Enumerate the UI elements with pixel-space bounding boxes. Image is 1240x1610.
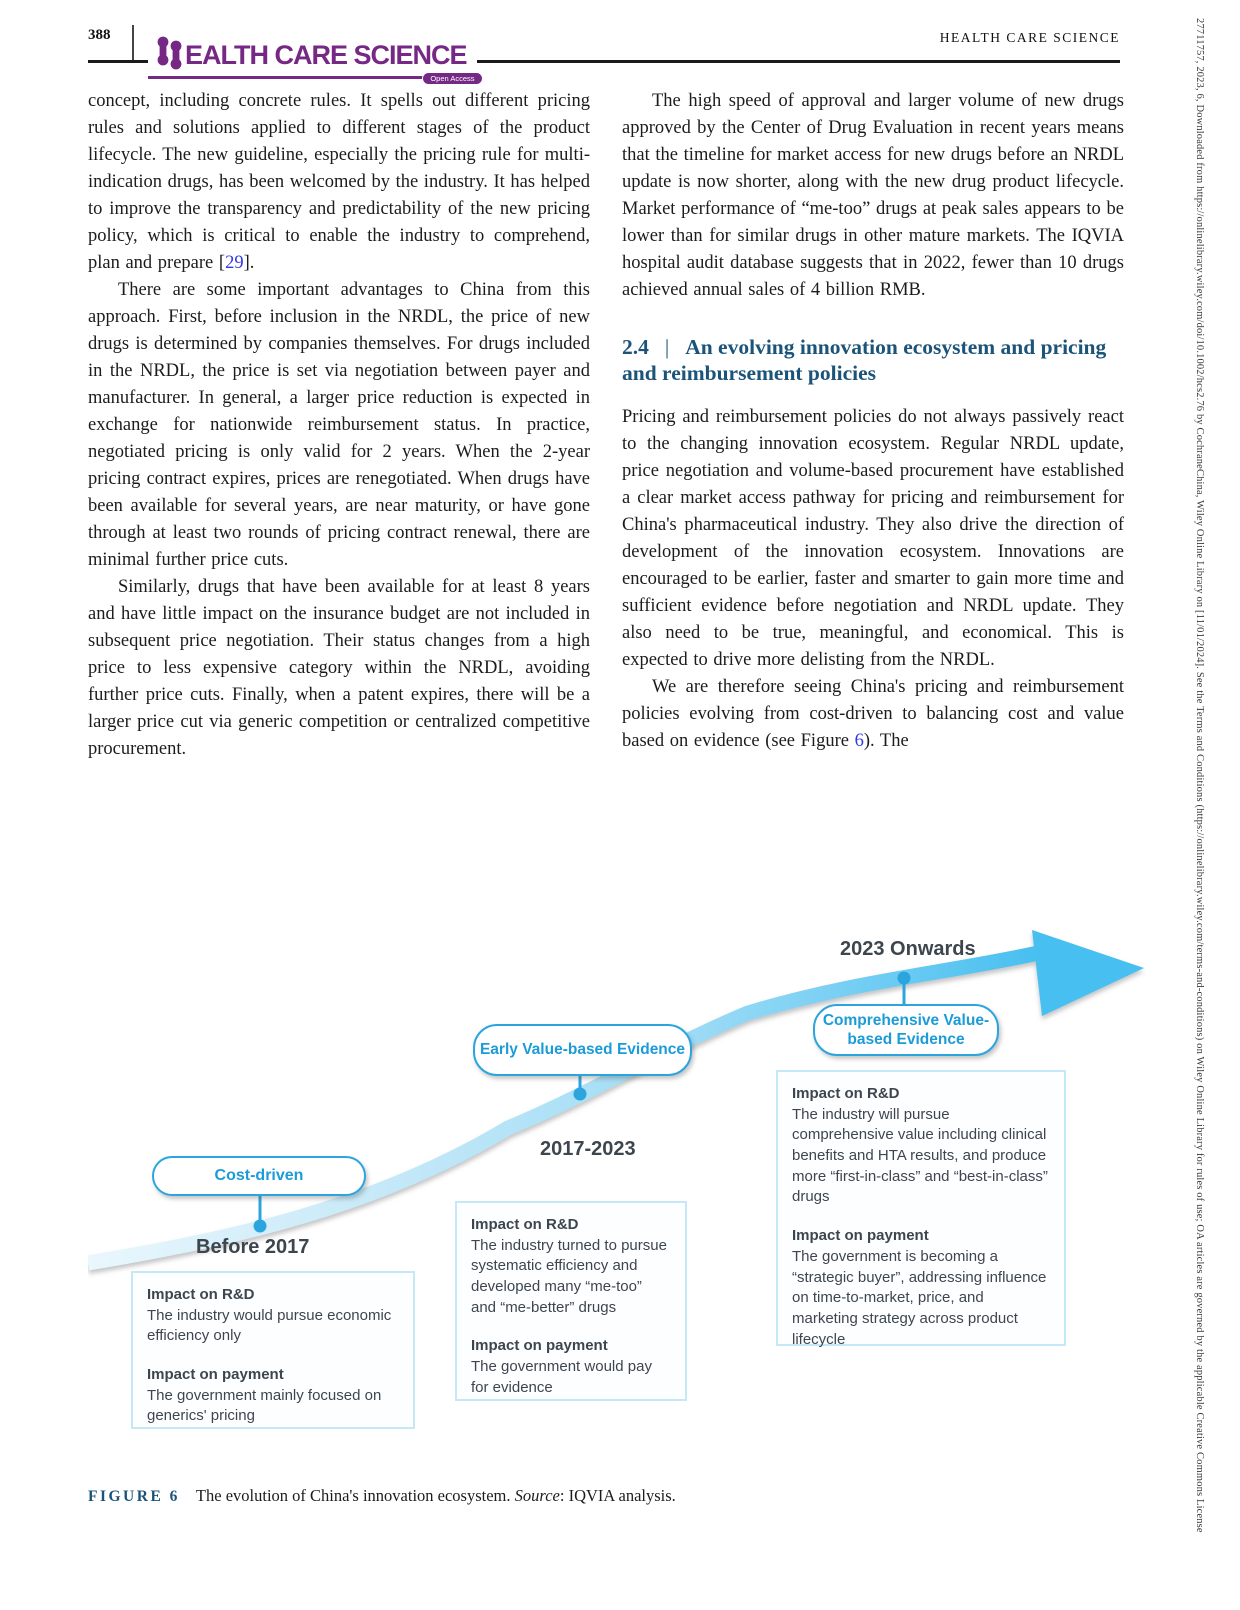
comprehensive-evidence-dot (898, 972, 911, 985)
impact-rd-title: Impact on R&D (471, 1216, 579, 1233)
impact-rd-title: Impact on R&D (147, 1286, 255, 1303)
impact-rd-text: The industry would pursue economic efficiency only (147, 1306, 392, 1345)
figure-caption (88, 1486, 676, 1506)
impact-payment-title: Impact on payment (471, 1337, 608, 1355)
impact-rd-text: The industry turned to pursue systematic efficiency and developed many “me-too” and “me-better” drugs (471, 1236, 667, 1316)
section-heading (622, 334, 1124, 386)
paragraph-text: We are therefore seeing China's pricing and reimbursement policies evolving from cost-driven to balancing cost and value based on evidence (see Figure (622, 677, 1124, 751)
figure-caption-label: FIGURE 6 (88, 1488, 180, 1505)
early-evidence-dot (574, 1088, 587, 1101)
period-label-2023-onwards: 2023 Onwards (840, 938, 976, 960)
figure-6-diagram (88, 928, 1146, 1480)
section-title: An evolving innovation ecosystem and pricing and reimbursement policies (622, 335, 1107, 385)
period-label-before-2017: Before 2017 (196, 1236, 310, 1258)
impact-payment-text: The government mainly focused on generics' pricing (147, 1386, 382, 1425)
left-column (88, 88, 590, 763)
impact-payment-title: Impact on payment (792, 1227, 929, 1245)
header-divider (132, 25, 134, 61)
impact-box-2023-onwards (776, 1070, 1066, 1346)
reference-link-29[interactable]: 29 (225, 253, 244, 273)
logo-text: EALTH CARE SCIENCE (185, 40, 467, 70)
paragraph: Pricing and reimbursement policies do not always passively react to the changing innovation ecosystem. Regular NRDL update, price negotiation and volume-based procurement have established a clear market access pathway for pricing and reimbursement for China's pharmaceutical industry. They also drive the direction of development of the innovation ecosystem. Innovations are encouraged to be earlier, faster and smarter to gain more time and sufficient evidence before negotiation and NRDL update. They also need to be true, meaningful, and economical. This is expected to drive more delisting from the NRDL. (622, 407, 1124, 670)
impact-payment-title: Impact on payment (147, 1366, 284, 1384)
running-head: HEALTH CARE SCIENCE (939, 30, 1120, 45)
paragraph: There are some important advantages to China from this approach. First, before inclusion in the NRDL, the price of new drugs is determined by companies themselves. For drugs included in the NRDL, the price is set via negotiation between payer and manufacturer. In general, a larger price reduction is expected in exchange for nationwide reimbursement status. In practice, negotiated pricing is only valid for 2 years. When the 2-year pricing contract expires, prices are renegotiated. When drugs have been available for several years, are near maturity, or have gone through at least two rounds of pricing contract renewal, there are minimal further price cuts. (88, 280, 590, 570)
paragraph (622, 674, 1124, 755)
pill-comprehensive-value-based-evidence: Comprehensive Value-based Evidence (813, 1004, 999, 1056)
logo-h-icon (154, 35, 184, 76)
impact-rd-text: The industry will pursue comprehensive value including clinical benefits and HTA results, and produce more “first-in-class” and “best-in-class” drugs (792, 1105, 1048, 1206)
right-column (622, 88, 1124, 755)
paragraph-text: ]. (243, 253, 255, 273)
section-number: 2.4 (622, 335, 649, 359)
cost-driven-dot (254, 1220, 267, 1233)
period-label-2017-2023: 2017-2023 (540, 1138, 636, 1160)
caption-main: The evolution of China's innovation ecosystem. (195, 1486, 515, 1505)
arrow-head (1032, 930, 1144, 1016)
page-number: 388 (88, 27, 111, 43)
caption-source-label: Source (514, 1486, 560, 1505)
paragraph (88, 88, 590, 277)
paragraph: Similarly, drugs that have been available for at least 8 years and have little impact on the insurance budget are not included in subsequent price negotiation. Their status changes from a high price to less expensive category within the NRDL, avoiding further price cuts. Finally, when a patent expires, there will be a larger price cut via generic competition or centralized competitive procurement. (88, 577, 590, 759)
impact-box-before-2017 (131, 1271, 415, 1429)
caption-source-text: : IQVIA analysis. (559, 1486, 676, 1505)
paragraph: The high speed of approval and larger volume of new drugs approved by the Center of Drug Evaluation in recent years means that the timeline for market access for new drugs before an NRDL update is now shorter, along with the new drug product lifecycle. Market performance of “me-too” drugs at peak sales appears to be lower than for similar drugs in other mature markets. The IQVIA hospital audit database suggests that in 2022, fewer than 10 drugs achieved annual sales of 4 billion RMB. (622, 91, 1124, 300)
journal-logo (148, 33, 477, 83)
impact-rd-title: Impact on R&D (792, 1085, 900, 1102)
section-separator: | (664, 335, 670, 359)
paragraph-text: concept, including concrete rules. It spells out different pricing rules and solutions applied to different stages of the product lifecycle. The new guideline, especially the pricing rule for multi-indication drugs, has been welcomed by the industry. It has helped to improve the transparency and predictability of the new pricing policy, which is critical to enable the industry to comprehend, plan and prepare [ (88, 91, 591, 273)
figure-caption-text (196, 1486, 676, 1505)
open-access-badge: Open Access (422, 72, 482, 86)
pill-cost-driven: Cost-driven (152, 1156, 366, 1196)
impact-payment-text: The government would pay for evidence (471, 1358, 652, 1396)
impact-box-2017-2023 (455, 1201, 687, 1401)
impact-payment-text: The government is becoming a “strategic buyer”, addressing influence on time-to-market, price, and marketing strategy across product lifecycle (792, 1247, 1047, 1348)
pill-early-value-based-evidence: Early Value-based Evidence (473, 1024, 692, 1076)
figure-6-link[interactable]: 6 (854, 731, 864, 751)
paragraph-text: ). The (863, 731, 909, 751)
wiley-margin-note: 27711757, 2023, 6, Downloaded from https://onlinelibrary.wiley.com/doi/10.1002/hcs2.76 by CochraneChina, Wiley Online Library on [11/01/2024]. See the Terms and Conditions (https://onlinelibrary.wiley.com/terms-and-conditions) on Wiley Online Library for rules of use; OA articles are governed by the applicable Creative Commons License (1194, 18, 1205, 1533)
